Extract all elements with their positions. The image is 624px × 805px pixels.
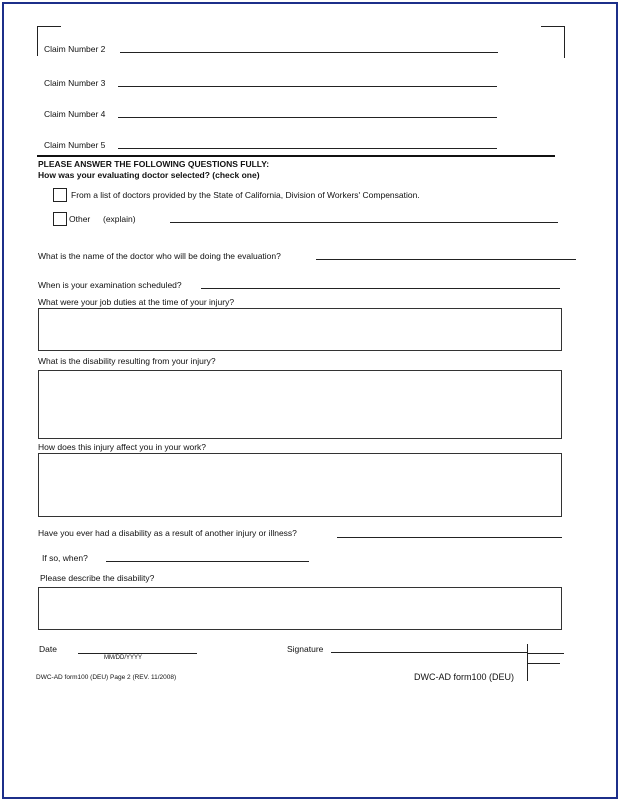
crop-mark-bottom-right-lower (527, 663, 560, 664)
claim-number-2-label: Claim Number 2 (44, 44, 106, 54)
job-duties-textarea[interactable] (38, 308, 562, 351)
exam-scheduled-field[interactable] (201, 288, 560, 289)
date-field[interactable] (78, 653, 197, 654)
claim-number-3-label: Claim Number 3 (44, 78, 106, 88)
other-checkbox[interactable] (53, 212, 67, 226)
claim-number-5-label: Claim Number 5 (44, 140, 106, 150)
other-explain-hint: (explain) (103, 214, 136, 224)
claim-number-5-field[interactable] (118, 148, 497, 149)
claim-number-3-field[interactable] (118, 86, 497, 87)
date-label: Date (39, 644, 57, 654)
doctor-list-label: From a list of doctors provided by the State of California, Division of Workers' Compensation. (71, 190, 420, 200)
prior-disability-question: Have you ever had a disability as a result of another injury or illness? (38, 528, 297, 538)
if-so-when-field[interactable] (106, 561, 309, 562)
section-heading: PLEASE ANSWER THE FOLLOWING QUESTIONS FULLY: (38, 159, 270, 169)
signature-field[interactable] (331, 652, 528, 653)
crop-mark-top-left (37, 26, 61, 27)
date-format-hint: MM/DD/YYYY (104, 655, 143, 661)
affect-work-textarea[interactable] (38, 453, 562, 517)
other-label: Other (69, 214, 91, 224)
crop-mark-top-right-vertical (564, 26, 565, 58)
claim-number-4-field[interactable] (118, 117, 497, 118)
disability-textarea[interactable] (38, 370, 562, 439)
signature-label: Signature (287, 644, 324, 654)
crop-mark-top-right (541, 26, 565, 27)
section-subheading: How was your evaluating doctor selected? (check one) (38, 170, 260, 180)
claim-number-2-field[interactable] (120, 52, 498, 53)
doctor-list-checkbox[interactable] (53, 188, 67, 202)
section-divider (37, 155, 555, 157)
affect-work-question: How does this injury affect you in your work? (38, 442, 207, 452)
form-id-right: DWC-AD form100 (DEU) (414, 672, 515, 682)
claim-number-4-label: Claim Number 4 (44, 109, 106, 119)
other-explain-field[interactable] (170, 222, 558, 223)
form-id-left: DWC-AD form100 (DEU) Page 2 (REV. 11/2008) (36, 674, 177, 681)
doctor-name-question: What is the name of the doctor who will be doing the evaluation? (38, 251, 281, 261)
job-duties-question: What were your job duties at the time of your injury? (38, 297, 235, 307)
prior-disability-field[interactable] (337, 537, 562, 538)
doctor-name-field[interactable] (316, 259, 576, 260)
disability-question: What is the disability resulting from your injury? (38, 356, 216, 366)
exam-scheduled-question: When is your examination scheduled? (38, 280, 182, 290)
describe-disability-label: Please describe the disability? (40, 573, 155, 583)
describe-disability-textarea[interactable] (38, 587, 562, 630)
crop-mark-top-left-vertical (37, 26, 38, 56)
if-so-when-label: If so, when? (42, 553, 88, 563)
crop-mark-bottom-right-upper (527, 653, 564, 654)
